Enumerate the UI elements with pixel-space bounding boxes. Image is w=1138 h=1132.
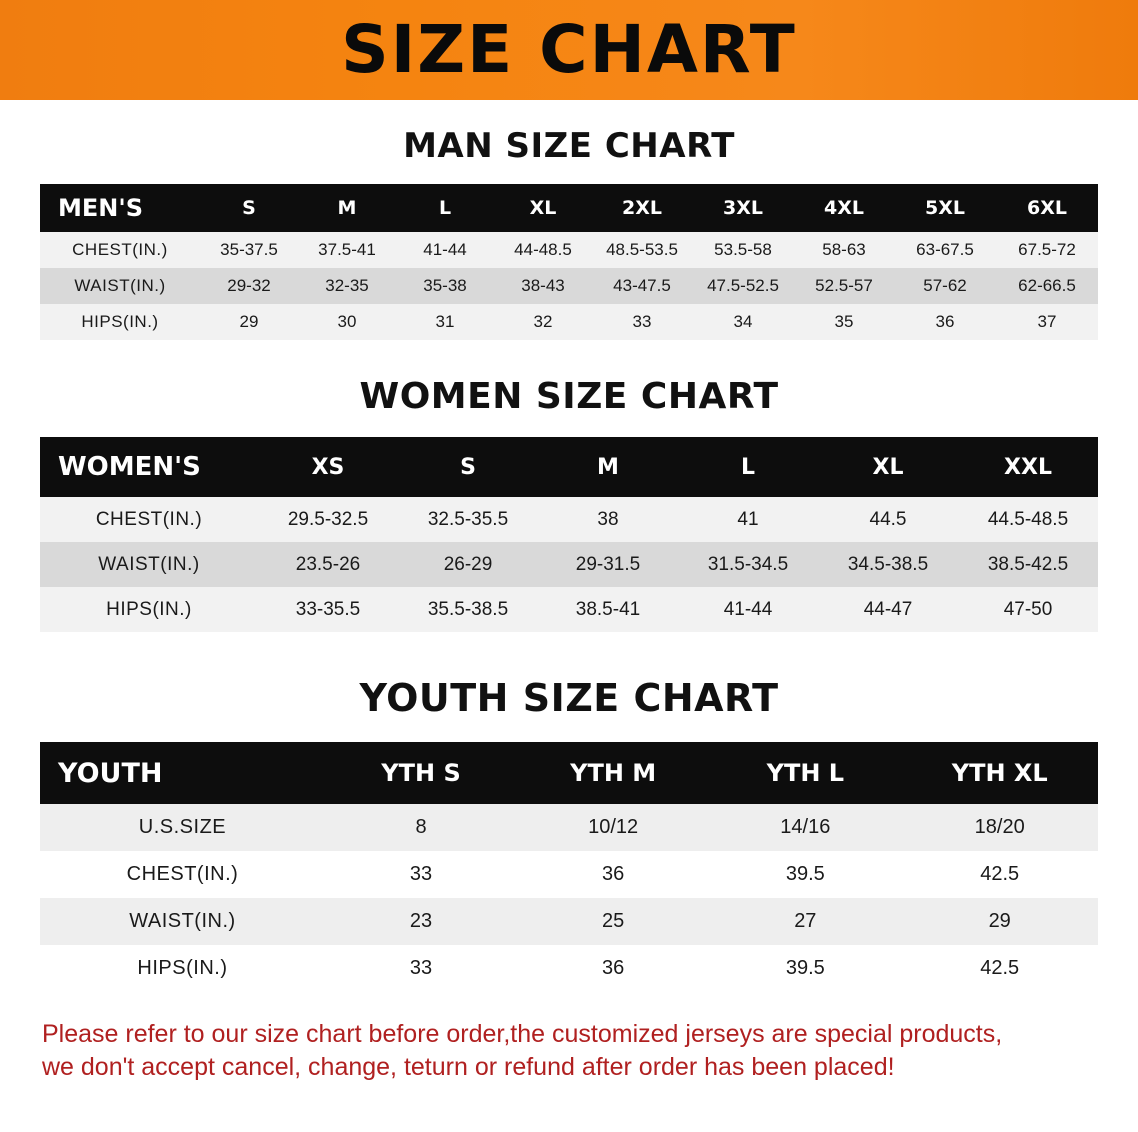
man-cell: 47.5-52.5 bbox=[692, 268, 794, 304]
women-cell: 44.5 bbox=[818, 497, 958, 542]
women-header-cell: S bbox=[398, 437, 538, 497]
table-row bbox=[40, 851, 1098, 898]
man-cell: 32 bbox=[494, 304, 592, 340]
man-row-label: HIPS(IN.) bbox=[40, 304, 200, 340]
women-cell: 44.5-48.5 bbox=[958, 497, 1098, 542]
youth-cell: 36 bbox=[517, 851, 709, 898]
women-row-label: HIPS(IN.) bbox=[40, 587, 258, 632]
man-cell: 48.5-53.5 bbox=[592, 232, 692, 268]
table-row bbox=[40, 587, 1098, 632]
man-cell: 36 bbox=[894, 304, 996, 340]
disclaimer-note bbox=[42, 1018, 1096, 1084]
page-banner bbox=[0, 0, 1138, 100]
youth-cell: 27 bbox=[709, 898, 901, 945]
table-row bbox=[40, 304, 1098, 340]
youth-row-label: HIPS(IN.) bbox=[40, 945, 325, 992]
man-cell: 34 bbox=[692, 304, 794, 340]
women-row-label: CHEST(IN.) bbox=[40, 497, 258, 542]
women-header-cell: M bbox=[538, 437, 678, 497]
youth-size-table bbox=[40, 742, 1098, 992]
youth-section-title: YOUTH SIZE CHART bbox=[359, 676, 779, 720]
women-cell: 31.5-34.5 bbox=[678, 542, 818, 587]
women-cell: 38.5-42.5 bbox=[958, 542, 1098, 587]
youth-cell: 23 bbox=[325, 898, 517, 945]
youth-table-header-row bbox=[40, 742, 1098, 804]
man-cell: 37 bbox=[996, 304, 1098, 340]
women-table-header-row bbox=[40, 437, 1098, 497]
table-row bbox=[40, 268, 1098, 304]
man-header-cell: 2XL bbox=[592, 184, 692, 232]
women-cell: 41-44 bbox=[678, 587, 818, 632]
man-size-table bbox=[40, 184, 1098, 340]
youth-header-cell: YTH L bbox=[709, 742, 901, 804]
disclaimer-line-2: we don't accept cancel, change, teturn or refund after order has been placed! bbox=[42, 1053, 895, 1081]
women-header-cell: XXL bbox=[958, 437, 1098, 497]
women-table-wrapper bbox=[40, 437, 1098, 632]
table-row bbox=[40, 898, 1098, 945]
man-row-label: WAIST(IN.) bbox=[40, 268, 200, 304]
man-header-cell: XL bbox=[494, 184, 592, 232]
man-cell: 62-66.5 bbox=[996, 268, 1098, 304]
women-header-cell: XS bbox=[258, 437, 398, 497]
man-cell: 38-43 bbox=[494, 268, 592, 304]
man-header-cell: 5XL bbox=[894, 184, 996, 232]
man-table-header-row bbox=[40, 184, 1098, 232]
man-cell: 53.5-58 bbox=[692, 232, 794, 268]
man-header-cell: MEN'S bbox=[40, 184, 200, 232]
youth-cell: 39.5 bbox=[709, 945, 901, 992]
man-cell: 37.5-41 bbox=[298, 232, 396, 268]
youth-header-cell: YTH S bbox=[325, 742, 517, 804]
man-cell: 29 bbox=[200, 304, 298, 340]
man-cell: 52.5-57 bbox=[794, 268, 894, 304]
women-cell: 34.5-38.5 bbox=[818, 542, 958, 587]
table-row bbox=[40, 945, 1098, 992]
man-cell: 43-47.5 bbox=[592, 268, 692, 304]
man-header-cell: M bbox=[298, 184, 396, 232]
man-cell: 41-44 bbox=[396, 232, 494, 268]
women-cell: 35.5-38.5 bbox=[398, 587, 538, 632]
man-header-cell: 6XL bbox=[996, 184, 1098, 232]
women-cell: 38.5-41 bbox=[538, 587, 678, 632]
man-cell: 30 bbox=[298, 304, 396, 340]
youth-cell: 33 bbox=[325, 945, 517, 992]
page-title: SIZE CHART bbox=[341, 11, 797, 88]
youth-cell: 33 bbox=[325, 851, 517, 898]
table-row bbox=[40, 232, 1098, 268]
man-cell: 35-37.5 bbox=[200, 232, 298, 268]
women-cell: 23.5-26 bbox=[258, 542, 398, 587]
man-cell: 32-35 bbox=[298, 268, 396, 304]
women-header-cell: XL bbox=[818, 437, 958, 497]
youth-cell: 25 bbox=[517, 898, 709, 945]
youth-cell: 14/16 bbox=[709, 804, 901, 851]
women-header-cell: WOMEN'S bbox=[40, 437, 258, 497]
women-cell: 29.5-32.5 bbox=[258, 497, 398, 542]
youth-row-label: CHEST(IN.) bbox=[40, 851, 325, 898]
man-cell: 35-38 bbox=[396, 268, 494, 304]
man-header-cell: 3XL bbox=[692, 184, 794, 232]
women-section-title: WOMEN SIZE CHART bbox=[359, 376, 779, 417]
youth-header-cell: YTH M bbox=[517, 742, 709, 804]
man-table-wrapper bbox=[40, 184, 1098, 340]
women-row-label: WAIST(IN.) bbox=[40, 542, 258, 587]
man-header-cell: L bbox=[396, 184, 494, 232]
youth-cell: 36 bbox=[517, 945, 709, 992]
disclaimer-line-1: Please refer to our size chart before order,the customized jerseys are special products, bbox=[42, 1020, 1003, 1048]
youth-cell: 10/12 bbox=[517, 804, 709, 851]
man-cell: 67.5-72 bbox=[996, 232, 1098, 268]
man-cell: 63-67.5 bbox=[894, 232, 996, 268]
man-section-title: MAN SIZE CHART bbox=[403, 126, 735, 166]
man-cell: 29-32 bbox=[200, 268, 298, 304]
table-row bbox=[40, 804, 1098, 851]
man-cell: 44-48.5 bbox=[494, 232, 592, 268]
women-size-table bbox=[40, 437, 1098, 632]
table-row bbox=[40, 542, 1098, 587]
youth-row-label: U.S.SIZE bbox=[40, 804, 325, 851]
women-cell: 41 bbox=[678, 497, 818, 542]
women-cell: 47-50 bbox=[958, 587, 1098, 632]
women-cell: 29-31.5 bbox=[538, 542, 678, 587]
youth-cell: 42.5 bbox=[901, 945, 1098, 992]
women-cell: 44-47 bbox=[818, 587, 958, 632]
man-cell: 33 bbox=[592, 304, 692, 340]
women-cell: 33-35.5 bbox=[258, 587, 398, 632]
man-header-cell: 4XL bbox=[794, 184, 894, 232]
youth-cell: 42.5 bbox=[901, 851, 1098, 898]
man-row-label: CHEST(IN.) bbox=[40, 232, 200, 268]
man-cell: 57-62 bbox=[894, 268, 996, 304]
man-header-cell: S bbox=[200, 184, 298, 232]
youth-cell: 18/20 bbox=[901, 804, 1098, 851]
table-row bbox=[40, 497, 1098, 542]
youth-row-label: WAIST(IN.) bbox=[40, 898, 325, 945]
man-cell: 35 bbox=[794, 304, 894, 340]
man-cell: 31 bbox=[396, 304, 494, 340]
youth-header-cell: YOUTH bbox=[40, 742, 325, 804]
women-cell: 26-29 bbox=[398, 542, 538, 587]
women-header-cell: L bbox=[678, 437, 818, 497]
women-cell: 38 bbox=[538, 497, 678, 542]
youth-table-wrapper bbox=[40, 742, 1098, 992]
youth-cell: 29 bbox=[901, 898, 1098, 945]
man-cell: 58-63 bbox=[794, 232, 894, 268]
youth-cell: 8 bbox=[325, 804, 517, 851]
youth-header-cell: YTH XL bbox=[901, 742, 1098, 804]
women-cell: 32.5-35.5 bbox=[398, 497, 538, 542]
youth-cell: 39.5 bbox=[709, 851, 901, 898]
